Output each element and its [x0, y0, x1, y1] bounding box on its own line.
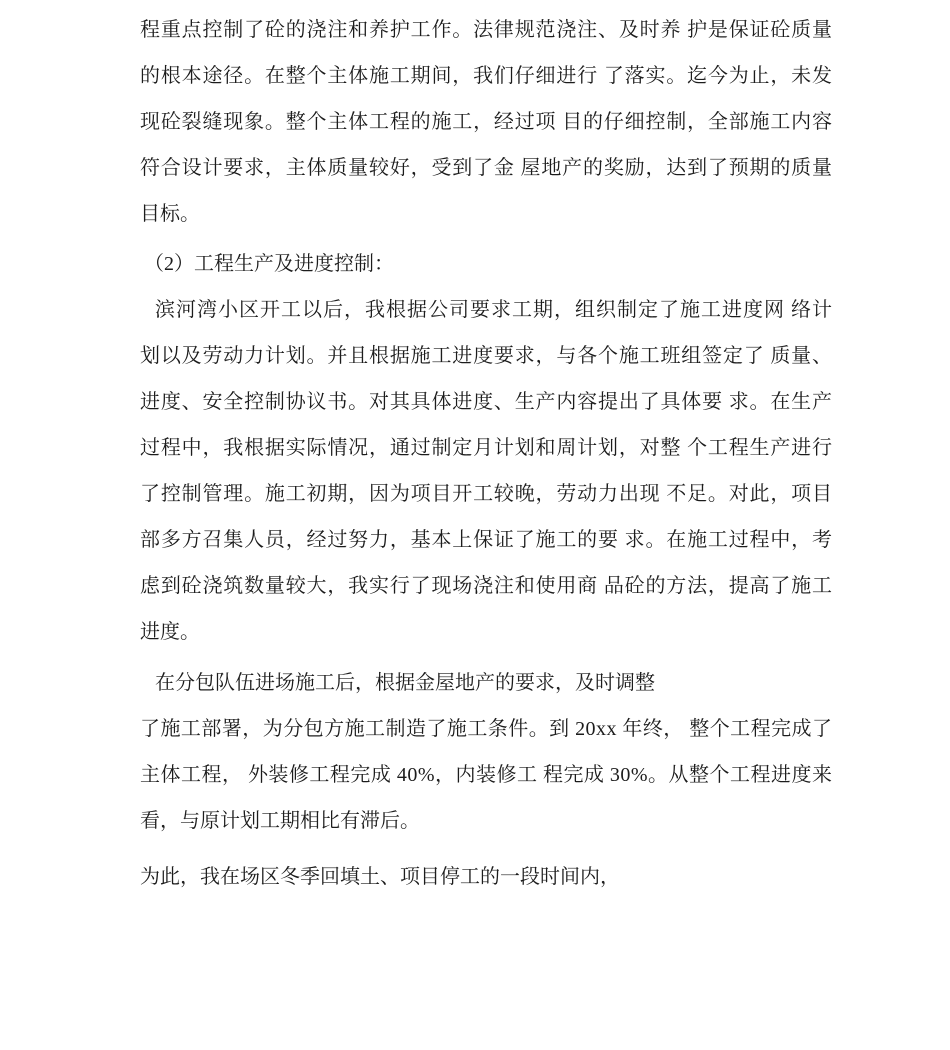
paragraph: [140, 7, 832, 237]
text-line: [140, 145, 832, 191]
text-line-content: 了控制管理。施工初期，因为项目开工较晚，劳动力出现 不足。对此，项目: [140, 483, 833, 505]
text-line: [140, 563, 832, 609]
text-line: [140, 798, 832, 844]
text-line-content: 过程中，我根据实际情况，通过制定月计划和周计划，对整 个工程生产进行: [140, 437, 833, 459]
text-line: [140, 609, 832, 655]
text-line: [140, 706, 832, 752]
text-line: [140, 287, 832, 333]
paragraph: [140, 660, 832, 844]
text-line-content: 符合设计要求，主体质量较好，受到了金 屋地产的奖励，达到了预期的质量: [140, 157, 833, 179]
text-line: [140, 379, 832, 425]
text-line: [140, 99, 832, 145]
text-line: [140, 425, 832, 471]
text-line: [140, 191, 832, 237]
section-heading: [140, 241, 832, 287]
text-line-content: 的根本途径。在整个主体施工期间，我们仔细进行 了落实。迄今为止，未发: [140, 65, 833, 87]
text-line-content: 现砼裂缝现象。整个主体工程的施工，经过项 目的仔细控制，全部施工内容: [140, 111, 833, 133]
text-line-content: 部多方召集人员，经过努力，基本上保证了施工的要 求。在施工过程中，考: [140, 529, 833, 551]
text-line: [140, 53, 832, 99]
text-line-content: 划以及劳动力计划。并且根据施工进度要求，与各个施工班组签定了 质量、: [140, 345, 833, 367]
text-line: [140, 752, 832, 798]
section-heading-text: （2）工程生产及进度控制：: [144, 253, 394, 275]
text-line-content: 看，与原计划工期相比有滞后。: [140, 810, 420, 832]
text-line-content: 在分包队伍进场施工后，根据金屋地产的要求，及时调整: [155, 672, 655, 694]
text-line: [140, 333, 832, 379]
text-line: [140, 471, 832, 517]
text-line-content: 进度。: [140, 621, 200, 643]
text-line-content: 为此，我在场区冬季回填土、项目停工的一段时间内，: [140, 866, 620, 888]
paragraph: [140, 287, 832, 655]
text-line: [140, 7, 832, 53]
text-line-content: 程重点控制了砼的浇注和养护工作。法律规范浇注、及时养 护是保证砼质量: [140, 19, 833, 41]
text-line-content: 目标。: [140, 203, 200, 225]
text-line-content: 进度、安全控制协议书。对其具体进度、生产内容提出了具体要 求。在生产: [140, 391, 833, 413]
document-page: [140, 7, 832, 900]
text-line: [140, 517, 832, 563]
section-heading-block: [140, 241, 832, 287]
paragraph: [140, 854, 832, 900]
text-line: [140, 660, 832, 706]
text-line-content: 了施工部署，为分包方施工制造了施工条件。到 20xx 年终， 整个工程完成了: [140, 718, 833, 740]
text-line-content: 滨河湾小区开工以后，我根据公司要求工期，组织制定了施工进度网 络计: [155, 299, 833, 321]
text-line-content: 主体工程， 外装修工程完成 40%，内装修工 程完成 30%。从整个工程进度来: [140, 764, 833, 786]
text-line: [140, 854, 832, 900]
text-line-content: 虑到砼浇筑数量较大，我实行了现场浇注和使用商 品砼的方法，提高了施工: [140, 575, 833, 597]
